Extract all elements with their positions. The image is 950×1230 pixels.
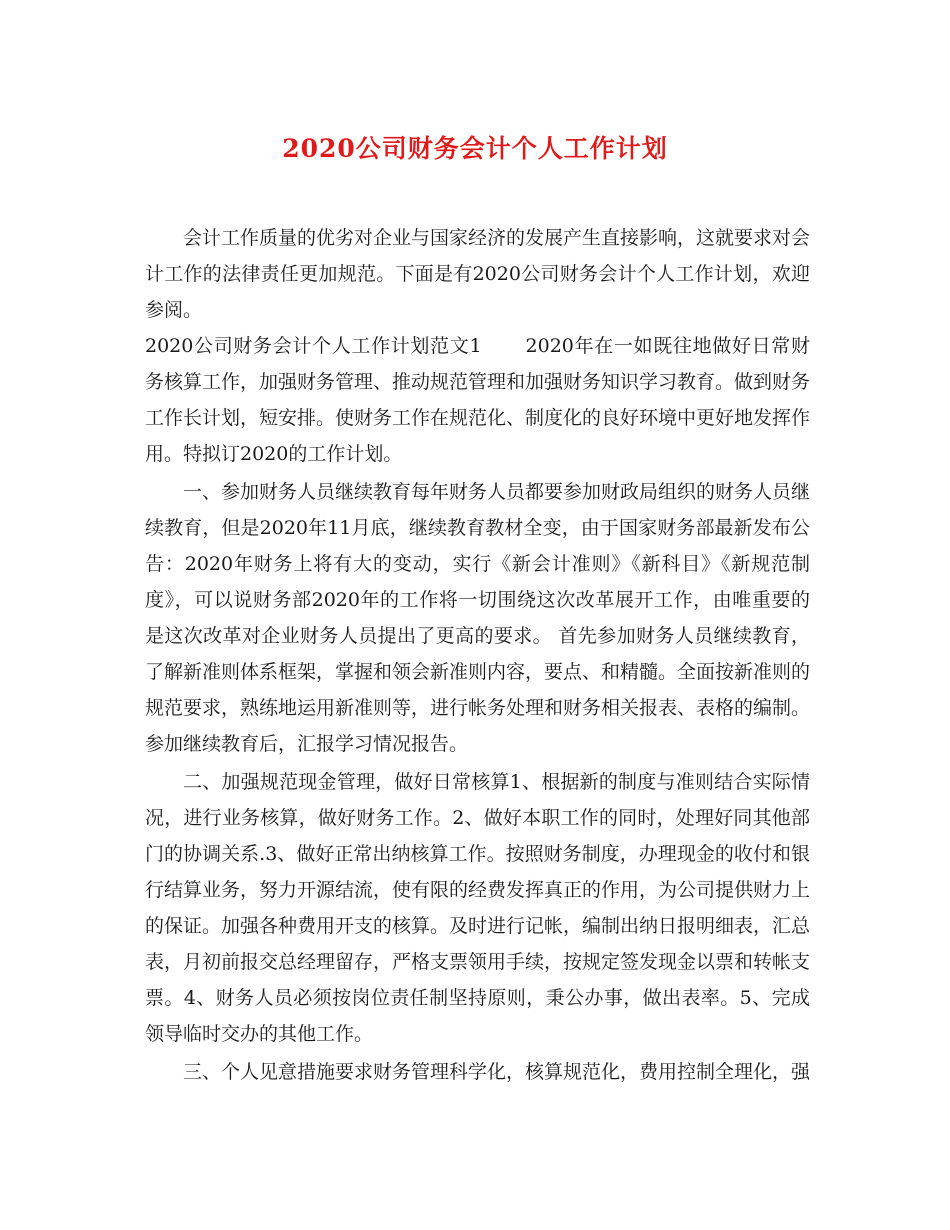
sample-heading: 2020公司财务会计个人工作计划范文1 — [145, 335, 482, 357]
document-body — [145, 220, 810, 1090]
section-3-paragraph: 三、个人见意措施要求财务管理科学化，核算规范化，费用控制全理化，强 — [183, 1061, 811, 1083]
sample-intro: 2020年在一如既往地做好日常财务核算工作，加强财务管理、推动规范管理和加强财务知识学习教育。做到财务工作长计划，短安排。使财务工作在规范化、制度化的良好环境中更好地发挥作用。特拟订2020的工作计划。 — [145, 335, 811, 465]
sample-paragraph — [145, 328, 810, 472]
section-2-paragraph: 二、加强规范现金管理，做好日常核算1、根据新的制度与准则结合实际情况，进行业务核算，做好财务工作。2、做好本职工作的同时，处理好同其他部门的协调关系.3、做好正常出纳核算工作。按照财务制度，办理现金的收付和银行结算业务，努力开源结流，使有限的经费发挥真正的作用，为公司提供财力上的保证。加强各种费用开支的核算。及时进行记帐，编制出纳日报明细表，汇总表，月初前报交总经理留存，严格支票领用手续，按规定签发现金以票和转帐支票。4、财务人员必须按岗位责任制坚持原则，秉公办事，做出表率。5、完成领导临时交办的其他工作。 — [145, 771, 811, 1045]
intro-paragraph: 会计工作质量的优劣对企业与国家经济的发展产生直接影响，这就要求对会计工作的法律责任更加规范。下面是有2020公司财务会计个人工作计划，欢迎参阅。 — [145, 227, 811, 321]
section-1-paragraph: 一、参加财务人员继续教育每年财务人员都要参加财政局组织的财务人员继续教育，但是2020年11月底，继续教育教材全变，由于国家财务部最新发布公告：2020年财务上将有大的变动，实行《新会计准则》《新科目》《新规范制度》，可以说财务部2020年的工作将一切围绕这次改革展开工作，由唯重要的是这次改革对企业财务人员提出了更高的要求。 首先参加财务人员继续教育，了解新准则体系框架，掌握和领会新准则内容，要点、和精髓。全面按新准则的规范要求，熟练地运用新准则等，进行帐务处理和财务相关报表、表格的编制。 参加继续教育后，汇报学习情况报告。 — [145, 481, 811, 755]
document-title: 2020公司财务会计个人工作计划 — [282, 134, 668, 163]
